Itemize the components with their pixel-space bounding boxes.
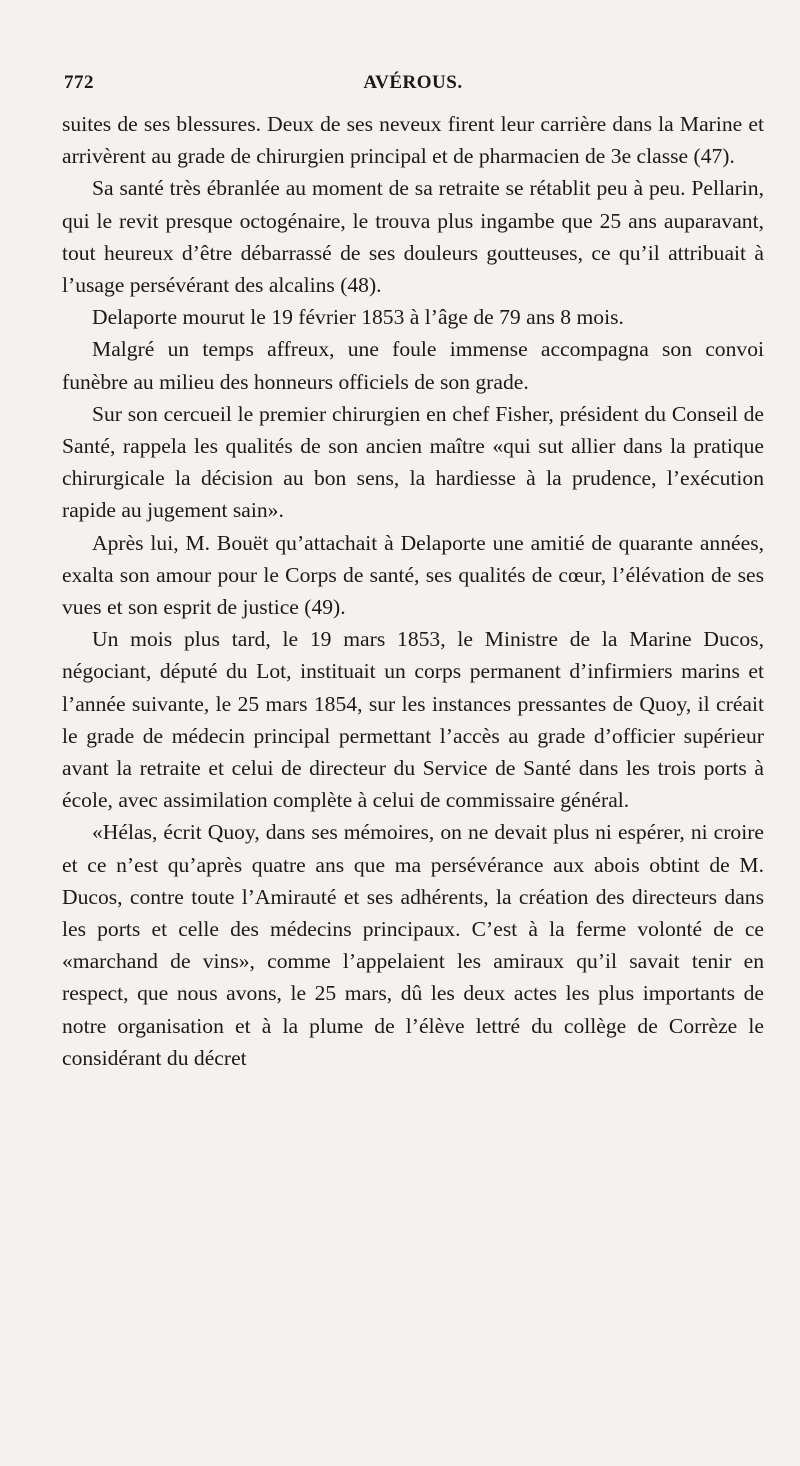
running-head: AVÉROUS. [363,72,463,93]
page-number: 772 [64,72,94,93]
paragraph-3: Delaporte mourut le 19 février 1853 à l’âge de 79 ans 8 mois. [92,305,624,330]
body-text [62,108,764,1074]
page-header [62,72,764,108]
paragraph-6: Après lui, M. Bouët qu’attachait à Delaporte une amitié de quarante années, exalta son amour pour le Corps de santé, ses qualités de cœur, l’élévation de ses vues et son esprit de justice (49). [62,530,764,620]
paragraph-2: Sa santé très ébranlée au moment de sa retraite se rétablit peu à peu. Pellarin, qui le revit presque octogénaire, le trouva plus ingambe que 25 ans auparavant, tout heureux d’être débarrassé de ses douleurs goutteuses, ce qu’il attribuait à l’usage persévérant des alcalins (48). [62,176,764,298]
document-page [62,72,764,1074]
paragraph-5: Sur son cercueil le premier chirurgien en chef Fisher, président du Conseil de Santé, rappela les qualités de son ancien maître «qui sut allier dans la pratique chirurgicale la décision au bon sens, la hardiesse à la prudence, l’exécution rapide au jugement sain». [62,401,764,523]
paragraph-8: «Hélas, écrit Quoy, dans ses mémoires, on ne devait plus ni espérer, ni croire et ce n’est qu’après quatre ans que ma persévérance aux abois obtint de M. Ducos, contre toute l’Amirauté et ses adhérents, la création des directeurs dans les ports et celle des médecins principaux. C’est à la ferme volonté de ce «marchand de vins», comme l’appelaient les amiraux qu’il savait tenir en respect, que nous avons, le 25 mars, dû les deux actes les plus importants de notre organisation et à la plume de l’élève lettré du collège de Corrèze le considérant du décret [62,820,764,1070]
paragraph-4: Malgré un temps affreux, une foule immense accompagna son convoi funèbre au milieu des honneurs officiels de son grade. [62,337,764,394]
paragraph-1: suites de ses blessures. Deux de ses neveux firent leur carrière dans la Marine et arrivèrent au grade de chirurgien principal et de pharmacien de 3e classe (47). [62,112,764,169]
paragraph-7: Un mois plus tard, le 19 mars 1853, le Ministre de la Marine Ducos, négociant, député du Lot, instituait un corps permanent d’infirmiers marins et l’année suivante, le 25 mars 1854, sur les instances pressantes de Quoy, il créait le grade de médecin principal permettant l’accès au grade d’officier supérieur avant la retraite et celui de directeur du Service de Santé dans les trois ports à école, avec assimilation complète à celui de commissaire général. [62,627,764,813]
